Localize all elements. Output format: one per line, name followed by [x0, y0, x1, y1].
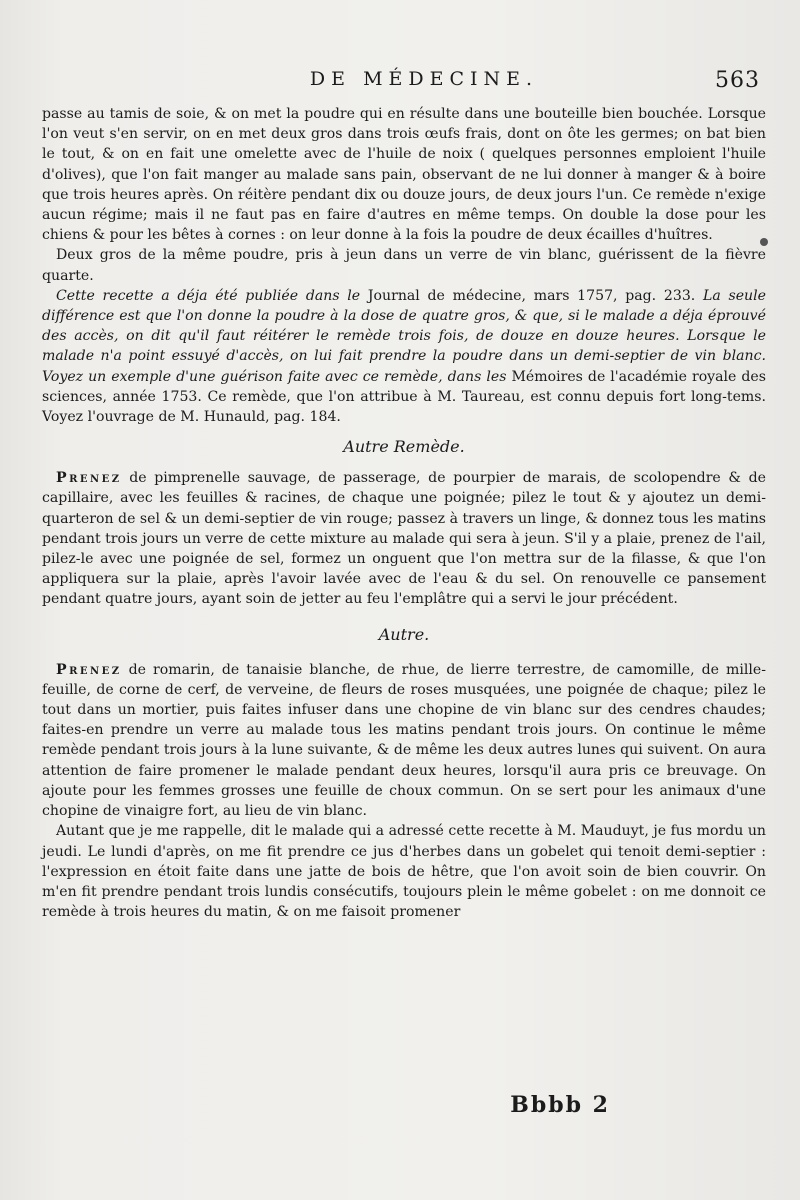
remedy-1-text: de pimprenelle sauvage, de passerage, de pourpier de marais, de scolopendre & de capillaire, avec les feuilles & racines, de chaque une poignée; pilez le tout & y ajoutez un demi-quarteron de sel & un demi-septier de vin rouge; passez à travers un linge, & donnez tous les matins pendant trois jours un verre de cette mixture au malade qui sera à jeun. S'il y a plaie, prenez de l'ail, pilez-le avec une poignée de sel, formez un onguent que l'on mettra sur de la filasse, & que l'on appliquera sur la plaie, après l'avoir lavée avec de l'eau & du sel. On renouvelle ce pansement pendant quatre jours, ayant soin de jetter au feu l'emplâtre qui a servi le jour précédent.: [42, 470, 766, 608]
running-head: [42, 68, 766, 104]
remedy-2-text: de romarin, de tanaisie blanche, de rhue, de lierre terrestre, de camomille, de mille-feuille, de corne de cerf, de verveine, de fleurs de roses musquées, une poignée de chaque; pilez le tout dans un mortier, puis faites infuser dans une chopine de vin blanc sur des cendres chaudes; faites-en prendre un verre au malade tous les matins pendant trois jours. On continue le même remède pendant trois jours à la lune suivante, & de même les deux autres lunes qui suivent. On aura attention de faire promener le malade pendant deux heures, lorsqu'il aura pris ce breuvage. On ajoute pour les femmes grosses une feuille de choux commun. On se sert pour les animaux d'une chopine de vinaigre fort, au lieu de vin blanc.: [42, 661, 766, 820]
editor-note-italic-b: La seule différence est que l'on donne la poudre à la dose de quatre gros, & que, si le malade a déja éprouvé des accès, on dit qu'il faut réitérer le remède trois fois, de douze en douze heures. Lorsque le malade n'a point essuyé d'accès, on lui fait prendre la poudre dans un demi-septier de vin blanc. Voyez un exemple d'une guérison faite avec ce remède, dans les: [42, 287, 766, 385]
remedy-2-lead-word: Prenez: [56, 661, 122, 678]
ink-speck: [760, 238, 768, 246]
section-heading-autre-remede: Autre Remède.: [343, 437, 465, 457]
body-text: [42, 104, 766, 922]
editor-note-roman-a: Journal de médecine, mars 1757, pag. 233.: [360, 287, 703, 304]
signature-mark: Bbbb 2: [510, 1092, 610, 1118]
section-heading-autre: Autre.: [378, 624, 430, 644]
paragraph-1: passe au tamis de soie, & on met la poudre qui en résulte dans une bouteille bien bouchée. Lorsque l'on veut s'en servir, on en met deux gros dans trois œufs frais, dont on ôte les germes; on bat bien le tout, & on en fait une omelette avec de l'huile de noix ( quelques personnes emploient l'huile d'olives), que l'on fait manger au malade sans pain, observant de ne lui donner à manger & à boire que trois heures après. On réitère pendant dix ou douze jours, de deux jours l'un. Ce remède n'exige aucun régime; mais il ne faut pas en faire d'autres en même temps. On double la dose pour les chiens & pour les bêtes à cornes : on leur donne à la fois la poudre de deux écailles d'huîtres.: [42, 106, 766, 244]
editor-note: [42, 286, 766, 427]
paragraph-remedy-2: [42, 660, 766, 822]
running-title: DE MÉDECINE.: [309, 68, 539, 90]
editor-note-italic-a: Cette recette a déja été publiée dans le: [56, 287, 361, 304]
page-number: 563: [715, 68, 760, 93]
editor-note-roman-b: Mémoires de l'académie royale des sciences, année 1753. Ce remède, que l'on attribue à M. Taureau, est connu depuis fort long-tems. Voyez l'ouvrage de M. Hunauld, pag. 184.: [42, 368, 766, 426]
paragraph-testimony: Autant que je me rappelle, dit le malade qui a adressé cette recette à M. Mauduyt, je fus mordu un jeudi. Le lundi d'après, on me fit prendre ce jus d'herbes dans un gobelet qui tenoit demi-septier : l'expression en étoit faite dans une jatte de bois de hêtre, que l'on avoit soin de bien couvrir. On m'en fit prendre pendant trois lundis consécutifs, toujours plein le même gobelet : on me donnoit ce remède à trois heures du matin, & on me faisoit promener: [42, 823, 766, 921]
paragraph-2: Deux gros de la même poudre, pris à jeun dans un verre de vin blanc, guérissent de la fièvre quarte.: [42, 247, 766, 284]
paragraph-remedy-1: [42, 468, 766, 609]
remedy-1-lead-word: Prenez: [56, 470, 122, 487]
